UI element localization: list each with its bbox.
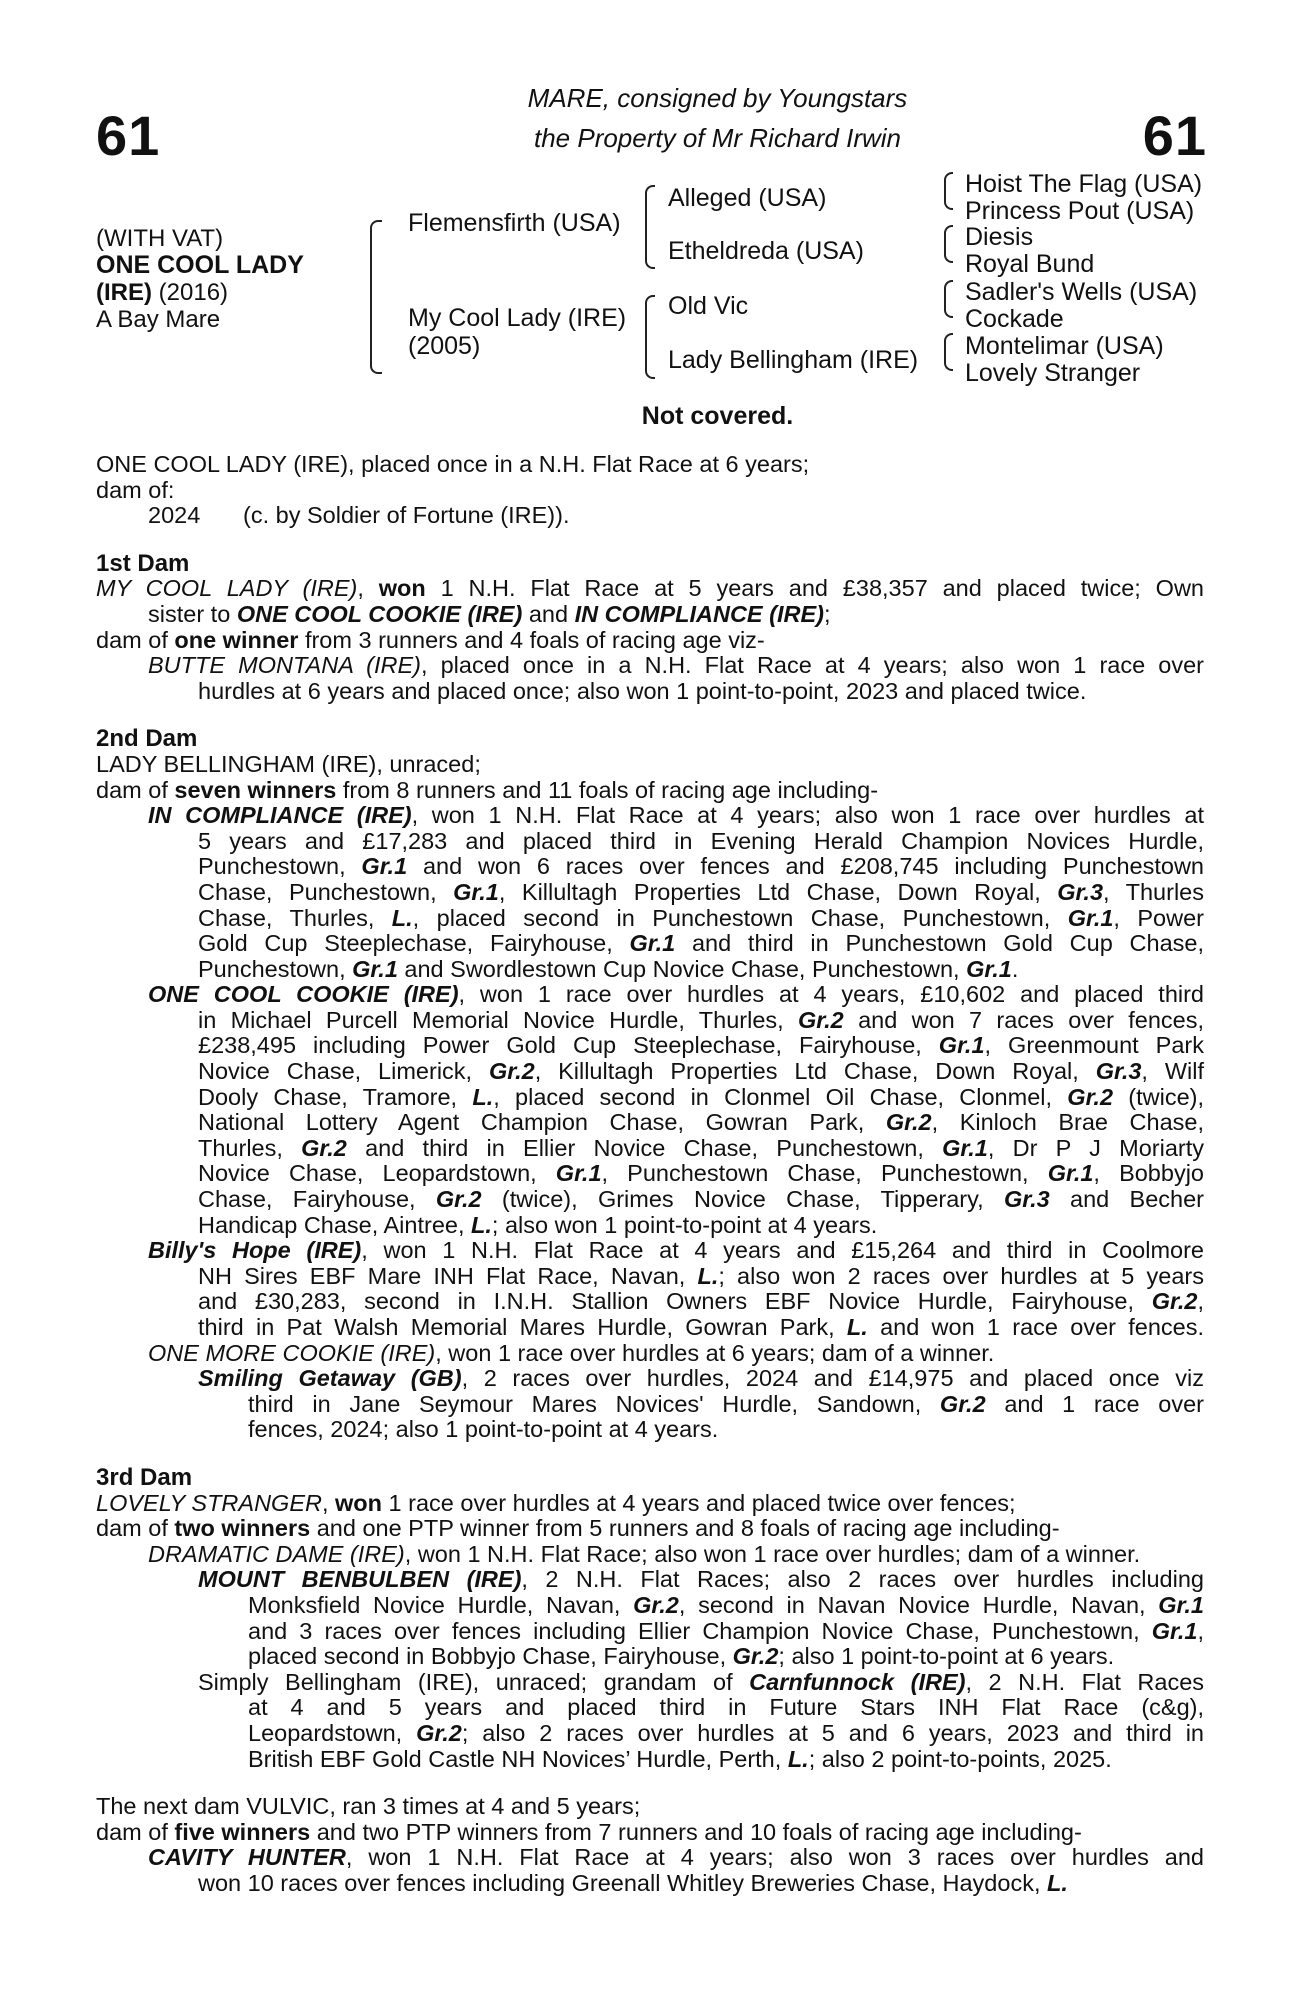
progeny-simply-bellingham: Simply Bellingham (IRE), unraced; grandam of Carnfunnock (IRE), 2 N.H. Flat Races [198,1668,1205,1695]
pedigree-dam-year: (2005) [408,332,481,360]
consignment-line-1: MARE, consigned by Youngstars [527,83,908,113]
first-dam-line: dam of one winner from 3 runners and 4 foals of racing age viz- [96,626,765,653]
pedigree-sire-dam: Etheldreda (USA) [668,237,864,265]
consignment-line-2: the Property of Mr Richard Irwin [533,123,901,153]
progeny-line: National Lottery Agent Champion Chase, Gowran Park, Gr.2, Kinloch Brae Chase, [198,1109,1204,1136]
bracket-sd [944,225,953,263]
progeny-line: third in Jane Seymour Mares Novices' Hurdle, Sandown, Gr.2 and 1 race over [248,1390,1205,1417]
bracket-ss [944,172,953,210]
horse-country: (IRE) [96,279,152,306]
progeny-line: Monksfield Novice Hurdle, Navan, Gr.2, second in Navan Novice Hurdle, Navan, Gr.1 [248,1591,1204,1618]
progeny-line: 5 years and £17,283 and placed third in Evening Herald Champion Novices Hurdle, [198,827,1204,854]
progeny-line: Chase, Fairyhouse, Gr.2 (twice), Grimes Novice Chase, Tipperary, Gr.3 and Becher [198,1186,1204,1213]
second-dam-heading: 2nd Dam [96,725,198,753]
catalogue-body [96,452,1204,1896]
second-dam-line: LADY BELLINGHAM (IRE), unraced; [96,750,481,777]
third-dam-line: LOVELY STRANGER, won 1 race over hurdles at 4 years and placed twice over fences; [96,1489,1016,1516]
progeny-line: Punchestown, Gr.1 and Swordlestown Cup Novice Chase, Punchestown, Gr.1. [198,955,1019,982]
progeny-line: Dooly Chase, Tramore, L., placed second in Clonmel Oil Chase, Clonmel, Gr.2 (twice), [198,1083,1205,1110]
next-dam-line: The next dam VULVIC, ran 3 times at 4 and 5 years; [96,1793,641,1820]
bracket-gen1 [370,220,382,374]
pedigree-dam: My Cool Lady (IRE) [408,304,627,332]
pedigree-ssd: Princess Pout (USA) [965,197,1195,225]
lot-number-right: 61 [1142,104,1207,167]
progeny-line: Novice Chase, Leopardstown, Gr.1, Punchestown Chase, Punchestown, Gr.1, Bobbyjo [198,1160,1204,1187]
progeny-in-compliance: IN COMPLIANCE (IRE), won 1 N.H. Flat Race at 4 years; also won 1 race over hurdles at [148,802,1205,829]
pedigree-dsd: Cockade [965,305,1064,333]
progeny-line: Punchestown, Gr.1 and won 6 races over fences and £208,745 including Punchestown [198,853,1204,880]
second-dam-line: dam of seven winners from 8 runners and 11 foals of racing age including- [96,776,879,803]
progeny-line: and £30,283, second in I.N.H. Stallion Owners EBF Novice Hurdle, Fairyhouse, Gr.2, [198,1288,1204,1315]
horse-name-line2 [96,279,304,306]
progeny-mount-benbulben: MOUNT BENBULBEN (IRE), 2 N.H. Flat Races; also 2 races over hurdles including [198,1566,1204,1593]
progeny-line: third in Pat Walsh Memorial Mares Hurdle, Gowran Park, L. and won 1 race over fences. [198,1314,1205,1340]
first-dam-progeny: hurdles at 6 years and placed once; also won 1 point-to-point, 2023 and placed twice. [198,677,1087,704]
progeny-line: Handicap Chase, Aintree, L.; also won 1 point-to-point at 4 years. [198,1211,878,1238]
first-dam-line: MY COOL LADY (IRE), won 1 N.H. Flat Race at 5 years and £38,357 and placed twice; Own [96,575,1204,602]
lot-number-left: 61 [96,104,161,167]
pedigree-sire: Flemensfirth (USA) [408,209,621,237]
progeny-line: and 3 races over fences including Ellier Champion Novice Chase, Punchestown, Gr.1, [248,1617,1204,1644]
progeny-row [96,503,1204,529]
progeny-line: Leopardstown, Gr.2; also 2 races over hurdles at 5 and 6 years, 2023 and third in [248,1719,1204,1746]
progeny-billys-hope: Billy's Hope (IRE), won 1 N.H. Flat Race at 4 years and £15,264 and third in Coolmore [148,1237,1205,1264]
first-dam-heading: 1st Dam [96,549,190,577]
progeny-one-more-cookie: ONE MORE COOKIE (IRE), won 1 race over hurdles at 6 years; dam of a winner. [148,1339,995,1366]
bracket-dd [944,333,953,371]
intro-line: ONE COOL LADY (IRE), placed once in a N.H. Flat Race at 6 years; [96,451,810,477]
pedigree-dam-sire: Old Vic [668,292,749,320]
pedigree-sss: Hoist The Flag (USA) [965,170,1203,198]
progeny-line: Chase, Thurles, L., placed second in Punchestown Chase, Punchestown, Gr.1, Power [198,904,1204,931]
progeny-line: placed second in Bobbyjo Chase, Fairyhouse, Gr.2; also 1 point-to-point at 6 years. [248,1643,1115,1670]
progeny-line: Chase, Punchestown, Gr.1, Killultagh Properties Ltd Chase, Down Royal, Gr.3, Thurles [198,878,1204,905]
progeny-line: £238,495 including Power Gold Cup Steeplechase, Fairyhouse, Gr.1, Greenmount Park [198,1032,1204,1059]
progeny-text: (c. by Soldier of Fortune (IRE)). [243,502,570,529]
pedigree-dam-dam: Lady Bellingham (IRE) [668,346,919,374]
horse-block [96,225,304,333]
third-dam-heading: 3rd Dam [96,1463,193,1491]
pedigree-dss: Sadler's Wells (USA) [965,278,1198,306]
pedigree-sdd: Royal Bund [965,250,1095,278]
vat-label: (WITH VAT) [96,225,224,252]
progeny-one-cool-cookie: ONE COOL COOKIE (IRE), won 1 race over hurdles at 4 years, £10,602 and placed third [148,981,1204,1008]
horse-name: ONE COOL LADY [96,251,304,279]
first-dam-line: sister to ONE COOL COOKIE (IRE) and IN COMPLIANCE (IRE); [148,600,831,627]
progeny-year: 2024 [148,502,201,529]
pedigree-sire-sire: Alleged (USA) [668,184,827,212]
progeny-line: Gold Cup Steeplechase, Fairyhouse, Gr.1 and third in Punchestown Gold Cup Chase, [198,930,1204,957]
third-dam-line: dam of two winners and one PTP winner from 5 runners and 8 foals of racing age including- [96,1515,1060,1542]
intro-dam-of: dam of: [96,476,175,503]
next-dam-line: dam of five winners and two PTP winners from 7 runners and 10 foals of racing age including- [96,1818,1082,1845]
pedigree-dds: Montelimar (USA) [965,332,1164,360]
progeny-line: British EBF Gold Castle NH Novices’ Hurdle, Perth, L.; also 2 point-to-points, 2025. [248,1745,1112,1772]
progeny-line: NH Sires EBF Mare INH Flat Race, Navan, L.; also won 2 races over hurdles at 5 years [198,1262,1205,1289]
progeny-line: at 4 and 5 years and placed third in Future Stars INH Flat Race (c&g), [248,1694,1204,1721]
first-dam-progeny: BUTTE MONTANA (IRE), placed once in a N.H. Flat Race at 4 years; also won 1 race over [148,652,1205,679]
bracket-dam [645,295,655,379]
progeny-dramatic-dame: DRAMATIC DAME (IRE), won 1 N.H. Flat Race; also won 1 race over hurdles; dam of a winner. [148,1540,1141,1567]
pedigree-ddd: Lovely Stranger [965,359,1141,387]
progeny-smiling-getaway: Smiling Getaway (GB), 2 races over hurdles, 2024 and £14,975 and placed once viz [198,1365,1204,1392]
progeny-line: fences, 2024; also 1 point-to-point at 4 years. [248,1416,719,1443]
progeny-line: won 10 races over fences including Greenall Whitley Breweries Chase, Haydock, L. [198,1869,1068,1896]
bracket-sire [645,185,655,269]
progeny-line: in Michael Purcell Memorial Novice Hurdle, Thurles, Gr.2 and won 7 races over fences, [198,1006,1204,1033]
horse-year: (2016) [152,279,229,306]
not-covered: Not covered. [641,402,794,430]
progeny-line: Thurles, Gr.2 and third in Ellier Novice Chase, Punchestown, Gr.1, Dr P J Moriarty [198,1134,1205,1161]
pedigree-sds: Diesis [965,223,1034,251]
progeny-cavity-hunter: CAVITY HUNTER, won 1 N.H. Flat Race at 4 years; also won 3 races over hurdles and [148,1844,1204,1871]
bracket-ds [944,280,953,318]
progeny-line: Novice Chase, Limerick, Gr.2, Killultagh Properties Ltd Chase, Down Royal, Gr.3, Wilf [198,1058,1204,1085]
horse-description: A Bay Mare [96,306,221,333]
